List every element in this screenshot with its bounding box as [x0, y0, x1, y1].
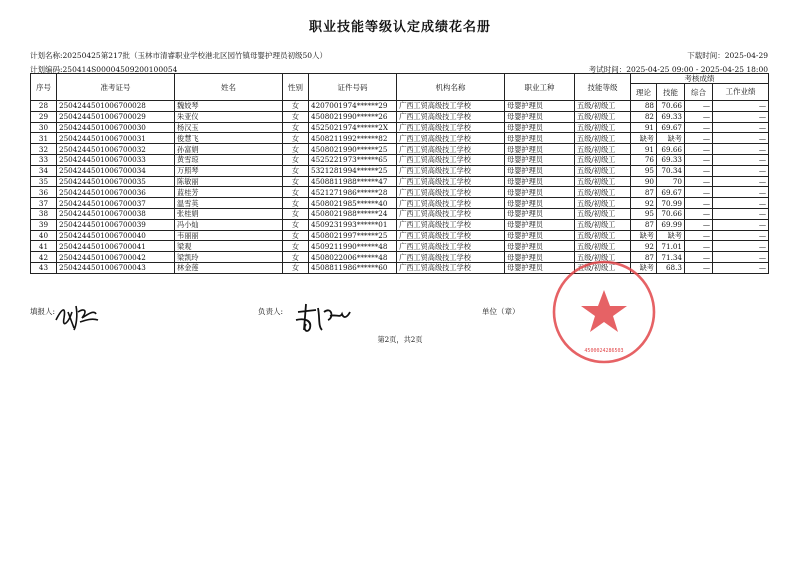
cell-work: —: [713, 165, 769, 176]
cell-org: 广西工贸高级技工学校: [397, 187, 505, 198]
cell-id: 4508021985******40: [309, 198, 397, 209]
cell-overall: —: [685, 101, 713, 112]
cell-overall: —: [685, 208, 713, 219]
table-row: [31, 111, 769, 122]
cell-skill: 缺考: [657, 230, 685, 241]
cell-level: 五级/初级工: [575, 230, 631, 241]
cell-name: 朱亚仪: [175, 111, 283, 122]
cell-name: 梁凯玲: [175, 252, 283, 263]
cell-work: —: [713, 252, 769, 263]
cell-overall: —: [685, 230, 713, 241]
cell-gender: 女: [283, 133, 309, 144]
cell-job: 母婴护理员: [505, 101, 575, 112]
cell-id: 4508021990******25: [309, 144, 397, 155]
cell-skill: 缺考: [657, 133, 685, 144]
col-ticket: 准考证号: [57, 74, 175, 101]
cell-org: 广西工贸高级技工学校: [397, 165, 505, 176]
col-org: 机构名称: [397, 74, 505, 101]
cell-theory: 88: [631, 101, 657, 112]
cell-level: 五级/初级工: [575, 262, 631, 273]
cell-org: 广西工贸高级技工学校: [397, 230, 505, 241]
cell-seq: 33: [31, 154, 57, 165]
cell-name: 张桂娟: [175, 208, 283, 219]
cell-job: 母婴护理员: [505, 176, 575, 187]
cell-level: 五级/初级工: [575, 122, 631, 133]
cell-seq: 41: [31, 241, 57, 252]
cell-job: 母婴护理员: [505, 111, 575, 122]
cell-theory: 缺考: [631, 262, 657, 273]
cell-job: 母婴护理员: [505, 262, 575, 273]
col-scores: 考核成绩: [631, 74, 769, 84]
cell-job: 母婴护理员: [505, 241, 575, 252]
col-skill: 技能: [657, 84, 685, 101]
cell-ticket: 2504244501006700031: [57, 133, 175, 144]
unit-seal: [548, 256, 660, 368]
cell-gender: 女: [283, 252, 309, 263]
score-table: [30, 73, 769, 274]
responsible-label: 负责人:: [258, 307, 284, 316]
cell-job: 母婴护理员: [505, 144, 575, 155]
filler-label: 填报人:: [30, 307, 56, 316]
cell-name: 梁观: [175, 241, 283, 252]
cell-skill: 70: [657, 176, 685, 187]
download-time: 下载时间：2025-04-29: [687, 51, 768, 60]
cell-org: 广西工贸高级技工学校: [397, 101, 505, 112]
cell-level: 五级/初级工: [575, 144, 631, 155]
cell-id: 4508022006******48: [309, 252, 397, 263]
cell-work: —: [713, 198, 769, 209]
cell-overall: —: [685, 252, 713, 263]
cell-work: —: [713, 208, 769, 219]
cell-ticket: 2504244501006700040: [57, 230, 175, 241]
cell-org: 广西工贸高级技工学校: [397, 122, 505, 133]
page-number: 第2页，共2页: [377, 335, 423, 344]
cell-overall: —: [685, 144, 713, 155]
cell-theory: 95: [631, 208, 657, 219]
cell-overall: —: [685, 262, 713, 273]
cell-gender: 女: [283, 101, 309, 112]
cell-skill: 71.34: [657, 252, 685, 263]
cell-theory: 90: [631, 176, 657, 187]
col-job: 职业工种: [505, 74, 575, 101]
cell-work: —: [713, 101, 769, 112]
cell-org: 广西工贸高级技工学校: [397, 241, 505, 252]
cell-overall: —: [685, 176, 713, 187]
table-row: [31, 198, 769, 209]
cell-name: 杨汉玉: [175, 122, 283, 133]
cell-job: 母婴护理员: [505, 133, 575, 144]
table-row: [31, 208, 769, 219]
cell-skill: 70.34: [657, 165, 685, 176]
cell-name: 万照琴: [175, 165, 283, 176]
col-level: 技能等级: [575, 74, 631, 101]
cell-skill: 70.66: [657, 208, 685, 219]
cell-level: 五级/初级工: [575, 111, 631, 122]
cell-job: 母婴护理员: [505, 154, 575, 165]
cell-overall: —: [685, 241, 713, 252]
cell-ticket: 2504244501006700037: [57, 198, 175, 209]
table-row: [31, 165, 769, 176]
col-name: 姓名: [175, 74, 283, 101]
cell-work: —: [713, 230, 769, 241]
cell-seq: 37: [31, 198, 57, 209]
cell-job: 母婴护理员: [505, 230, 575, 241]
cell-org: 广西工贸高级技工学校: [397, 262, 505, 273]
table-row: [31, 101, 769, 112]
cell-gender: 女: [283, 176, 309, 187]
cell-ticket: 2504244501006700029: [57, 111, 175, 122]
cell-job: 母婴护理员: [505, 122, 575, 133]
cell-job: 母婴护理员: [505, 187, 575, 198]
cell-ticket: 2504244501006700033: [57, 154, 175, 165]
cell-name: 蓝桂芳: [175, 187, 283, 198]
col-seq: 序号: [31, 74, 57, 101]
cell-ticket: 2504244501006700043: [57, 262, 175, 273]
cell-job: 母婴护理员: [505, 208, 575, 219]
cell-seq: 30: [31, 122, 57, 133]
cell-level: 五级/初级工: [575, 176, 631, 187]
cell-gender: 女: [283, 208, 309, 219]
table-row: [31, 154, 769, 165]
cell-theory: 87: [631, 187, 657, 198]
cell-id: 4508811988******47: [309, 176, 397, 187]
cell-gender: 女: [283, 144, 309, 155]
page-title: 职业技能等级认定成绩花名册: [308, 20, 491, 35]
cell-skill: 69.99: [657, 219, 685, 230]
cell-id: 4508021997******25: [309, 230, 397, 241]
cell-skill: 69.67: [657, 122, 685, 133]
cell-skill: 68.3: [657, 262, 685, 273]
cell-ticket: 2504244501006700030: [57, 122, 175, 133]
cell-theory: 76: [631, 154, 657, 165]
cell-ticket: 2504244501006700042: [57, 252, 175, 263]
cell-name: 温雪英: [175, 198, 283, 209]
cell-gender: 女: [283, 187, 309, 198]
cell-id: 4207001974******29: [309, 101, 397, 112]
col-work: 工作业绩: [713, 84, 769, 101]
cell-name: 陈敏丽: [175, 176, 283, 187]
cell-level: 五级/初级工: [575, 187, 631, 198]
cell-org: 广西工贸高级技工学校: [397, 133, 505, 144]
cell-level: 五级/初级工: [575, 198, 631, 209]
cell-org: 广西工贸高级技工学校: [397, 208, 505, 219]
cell-work: —: [713, 262, 769, 273]
cell-ticket: 2504244501006700028: [57, 101, 175, 112]
cell-seq: 29: [31, 111, 57, 122]
cell-work: —: [713, 133, 769, 144]
cell-skill: 71.01: [657, 241, 685, 252]
cell-name: 林金莲: [175, 262, 283, 273]
cell-seq: 39: [31, 219, 57, 230]
cell-gender: 女: [283, 262, 309, 273]
cell-work: —: [713, 154, 769, 165]
cell-theory: 95: [631, 165, 657, 176]
unit-label: 单位（章）: [482, 307, 520, 316]
cell-gender: 女: [283, 241, 309, 252]
cell-theory: 缺考: [631, 133, 657, 144]
cell-seq: 42: [31, 252, 57, 263]
cell-theory: 91: [631, 144, 657, 155]
table-row: [31, 122, 769, 133]
cell-id: 4525021974******2X: [309, 122, 397, 133]
cell-org: 广西工贸高级技工学校: [397, 176, 505, 187]
cell-gender: 女: [283, 165, 309, 176]
table-row: [31, 219, 769, 230]
table-row: [31, 176, 769, 187]
cell-level: 五级/初级工: [575, 252, 631, 263]
col-theory: 理论: [631, 84, 657, 101]
cell-skill: 69.66: [657, 144, 685, 155]
cell-name: 孙富娟: [175, 144, 283, 155]
table-row: [31, 144, 769, 155]
cell-name: 冯小灿: [175, 219, 283, 230]
cell-org: 广西工贸高级技工学校: [397, 219, 505, 230]
cell-overall: —: [685, 198, 713, 209]
cell-level: 五级/初级工: [575, 165, 631, 176]
filler-signature: [52, 298, 102, 334]
cell-ticket: 2504244501006700034: [57, 165, 175, 176]
cell-theory: 缺考: [631, 230, 657, 241]
cell-name: 俊慧飞: [175, 133, 283, 144]
table-row: [31, 133, 769, 144]
exam-time: 考试时间：2025-04-25 09:00 - 2025-04-25 18:00: [588, 65, 768, 74]
cell-overall: —: [685, 122, 713, 133]
cell-theory: 82: [631, 111, 657, 122]
cell-work: —: [713, 144, 769, 155]
cell-level: 五级/初级工: [575, 241, 631, 252]
cell-id: 4508021988******24: [309, 208, 397, 219]
cell-work: —: [713, 122, 769, 133]
cell-org: 广西工贸高级技工学校: [397, 111, 505, 122]
plan-name-line: [30, 50, 327, 61]
cell-seq: 28: [31, 101, 57, 112]
table-header-row: [31, 74, 769, 84]
cell-seq: 40: [31, 230, 57, 241]
cell-skill: 69.33: [657, 154, 685, 165]
cell-job: 母婴护理员: [505, 165, 575, 176]
cell-id: 4508811986******60: [309, 262, 397, 273]
col-gender: 性别: [283, 74, 309, 101]
cell-overall: —: [685, 111, 713, 122]
cell-work: —: [713, 176, 769, 187]
cell-gender: 女: [283, 198, 309, 209]
table-body: [31, 101, 769, 274]
cell-overall: —: [685, 133, 713, 144]
cell-level: 五级/初级工: [575, 133, 631, 144]
plan-name: 20250425第217批（玉林市清睿职业学校港北区园竹镇母婴护理员初级50人）: [62, 51, 328, 60]
table-row: [31, 230, 769, 241]
cell-theory: 91: [631, 122, 657, 133]
cell-work: —: [713, 187, 769, 198]
cell-theory: 92: [631, 198, 657, 209]
cell-org: 广西工贸高级技工学校: [397, 154, 505, 165]
cell-seq: 34: [31, 165, 57, 176]
cell-ticket: 2504244501006700041: [57, 241, 175, 252]
cell-gender: 女: [283, 219, 309, 230]
cell-name: 魏姣琴: [175, 101, 283, 112]
cell-job: 母婴护理员: [505, 219, 575, 230]
cell-skill: 70.99: [657, 198, 685, 209]
cell-org: 广西工贸高级技工学校: [397, 198, 505, 209]
cell-level: 五级/初级工: [575, 219, 631, 230]
cell-overall: —: [685, 165, 713, 176]
cell-name: 韦丽丽: [175, 230, 283, 241]
cell-gender: 女: [283, 111, 309, 122]
cell-job: 母婴护理员: [505, 198, 575, 209]
cell-work: —: [713, 219, 769, 230]
cell-theory: 87: [631, 252, 657, 263]
table-row: [31, 187, 769, 198]
cell-id: 4525221973******65: [309, 154, 397, 165]
cell-theory: 87: [631, 219, 657, 230]
cell-id: 4508211992******82: [309, 133, 397, 144]
cell-skill: 69.33: [657, 111, 685, 122]
cell-ticket: 2504244501006700035: [57, 176, 175, 187]
cell-theory: 92: [631, 241, 657, 252]
cell-seq: 43: [31, 262, 57, 273]
cell-level: 五级/初级工: [575, 208, 631, 219]
cell-seq: 32: [31, 144, 57, 155]
cell-name: 黄雪琼: [175, 154, 283, 165]
cell-job: 母婴护理员: [505, 252, 575, 263]
cell-id: 4508021990******26: [309, 111, 397, 122]
cell-level: 五级/初级工: [575, 154, 631, 165]
col-overall: 综合: [685, 84, 713, 101]
cell-ticket: 2504244501006700039: [57, 219, 175, 230]
cell-ticket: 2504244501006700032: [57, 144, 175, 155]
cell-overall: —: [685, 187, 713, 198]
cell-work: —: [713, 111, 769, 122]
cell-gender: 女: [283, 230, 309, 241]
cell-seq: 31: [31, 133, 57, 144]
plan-code-label: 计划编码:: [30, 65, 63, 74]
cell-id: 4521271986******28: [309, 187, 397, 198]
cell-gender: 女: [283, 154, 309, 165]
cell-seq: 36: [31, 187, 57, 198]
cell-ticket: 2504244501006700036: [57, 187, 175, 198]
cell-org: 广西工贸高级技工学校: [397, 144, 505, 155]
cell-seq: 38: [31, 208, 57, 219]
cell-id: 4509211990******48: [309, 241, 397, 252]
cell-seq: 35: [31, 176, 57, 187]
plan-name-label: 计划名称:: [30, 51, 63, 60]
seal-number: 4500024286503: [584, 348, 624, 354]
cell-overall: —: [685, 154, 713, 165]
responsible-signature: [292, 300, 354, 338]
cell-level: 五级/初级工: [575, 101, 631, 112]
col-id: 证件号码: [309, 74, 397, 101]
cell-gender: 女: [283, 122, 309, 133]
cell-work: —: [713, 241, 769, 252]
cell-id: 4509231993******01: [309, 219, 397, 230]
cell-id: 5321281994******25: [309, 165, 397, 176]
cell-skill: 69.67: [657, 187, 685, 198]
cell-org: 广西工贸高级技工学校: [397, 252, 505, 263]
cell-overall: —: [685, 219, 713, 230]
cell-skill: 70.66: [657, 101, 685, 112]
table-row: [31, 241, 769, 252]
cell-ticket: 2504244501006700038: [57, 208, 175, 219]
plan-code: 250414S00004509200100054: [62, 65, 178, 74]
